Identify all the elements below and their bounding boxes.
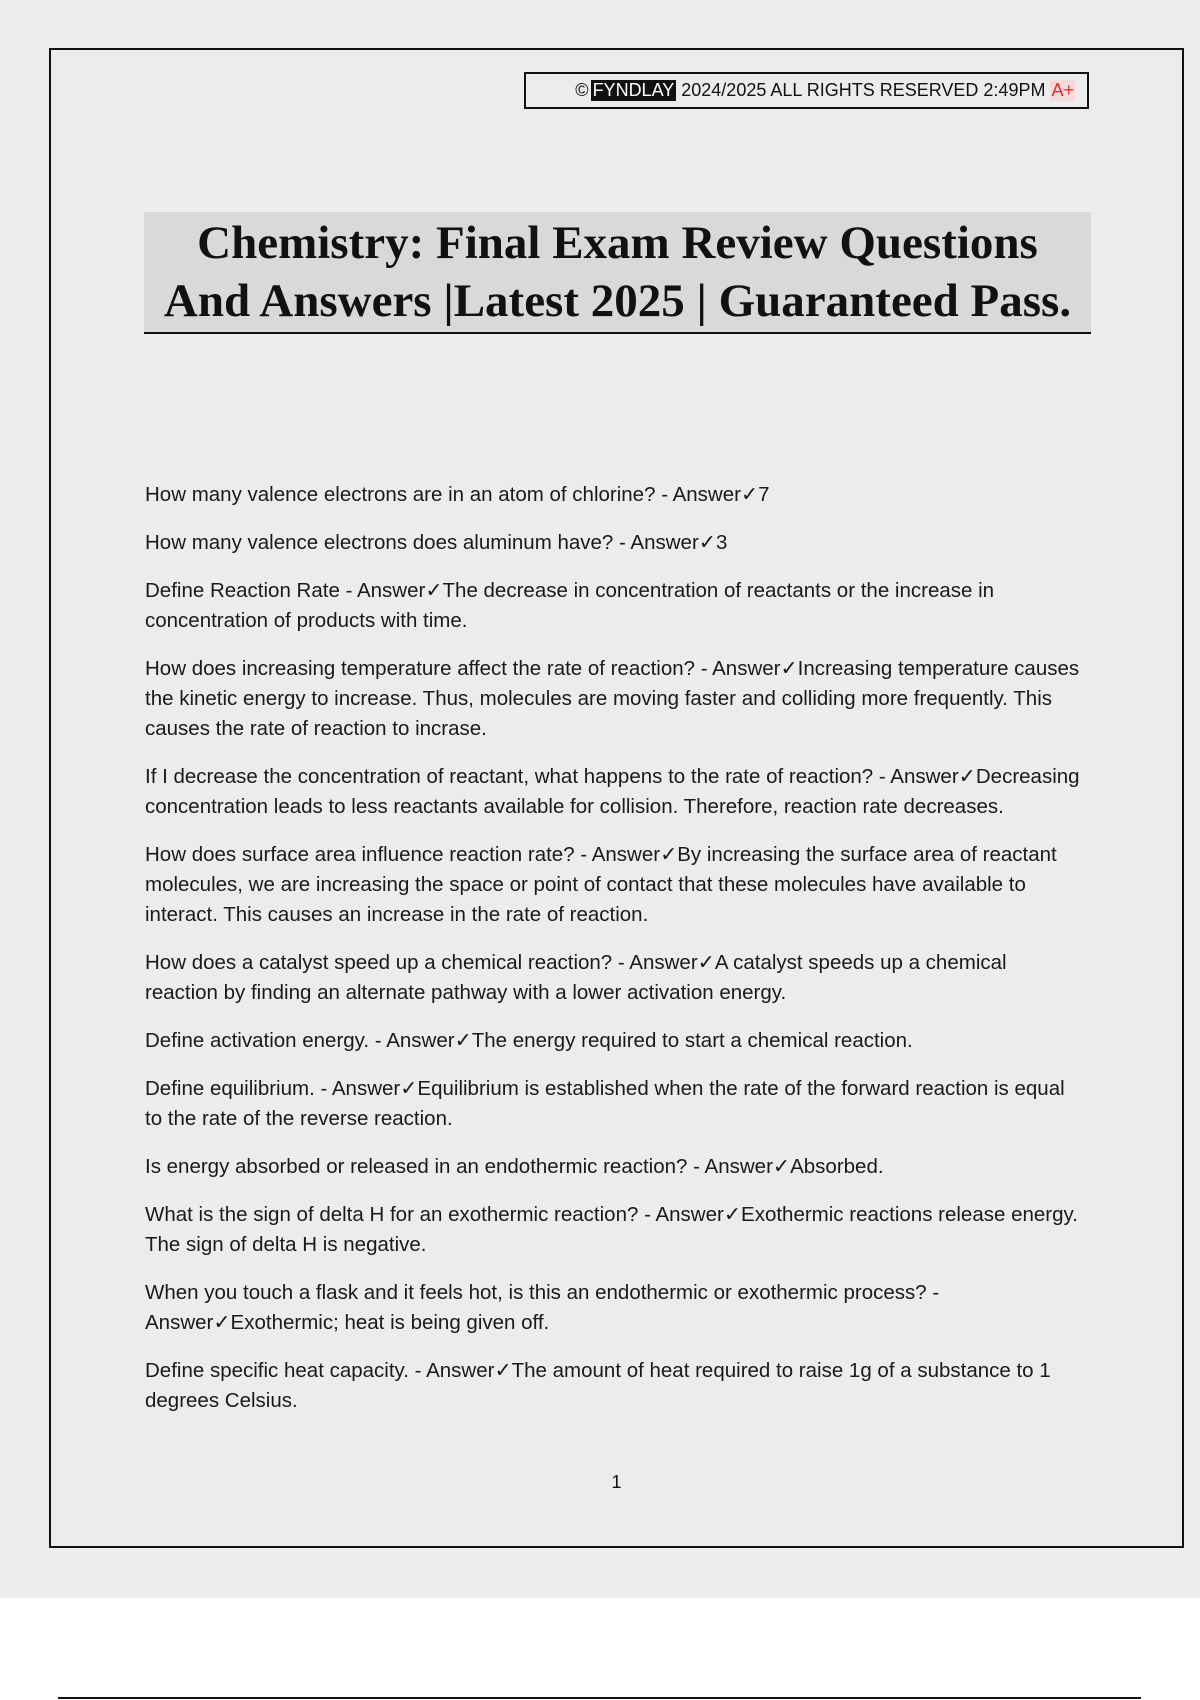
checkmark-icon: ✓ <box>213 1311 231 1334</box>
question-text: Is energy absorbed or released in an endothermic reaction? <box>145 1155 688 1178</box>
qa-list <box>145 480 1085 1434</box>
answer-label: - Answer <box>695 657 781 680</box>
question-text: How does surface area influence reaction rate? <box>145 843 575 866</box>
answer-label: - Answer <box>612 951 698 974</box>
answer-label: - Answer <box>655 483 741 506</box>
answer-label: - Answer <box>369 1029 455 1052</box>
answer-label: - Answer <box>339 579 426 602</box>
qa-item <box>145 840 1085 930</box>
answer-text: The decrease in concentration of reactants or the increase in concentration of products with time. <box>145 579 995 632</box>
answer-label: - Answer <box>408 1359 495 1382</box>
answer-label: - Answer <box>613 531 699 554</box>
answer-text: Exothermic; heat is being given off. <box>230 1311 550 1334</box>
question-text: How many valence electrons does aluminum have? <box>145 531 614 554</box>
title-line-1: Chemistry: Final Exam Review Questions <box>197 217 1038 269</box>
answer-label: - Answer <box>638 1203 724 1226</box>
answer-text: By increasing the surface area of reactant molecules, we are increasing the space or point of contact that these molecules have available to interact. This causes an increase in the rate of reaction. <box>145 843 1057 926</box>
answer-text: 7 <box>758 483 770 506</box>
answer-text: A catalyst speeds up a chemical reaction by finding an alternate pathway with a lower activation energy. <box>145 951 1007 1004</box>
qa-item <box>145 1152 1085 1182</box>
qa-item <box>145 1356 1085 1416</box>
answer-label: - Answer <box>574 843 661 866</box>
footer-divider <box>58 1697 1141 1699</box>
checkmark-icon: ✓ <box>697 951 715 974</box>
answer-text: Increasing temperature causes the kinetic energy to increase. Thus, molecules are moving faster and colliding more frequently. This causes the rate of reaction to incrase. <box>145 657 1080 740</box>
question-text: What is the sign of delta H for an exothermic reaction? <box>145 1203 639 1226</box>
checkmark-icon: ✓ <box>400 1077 418 1100</box>
header-text: 2024/2025 ALL RIGHTS RESERVED 2:49PM <box>681 80 1046 100</box>
qa-item <box>145 1200 1085 1260</box>
checkmark-icon: ✓ <box>958 765 976 788</box>
page-number: 1 <box>611 1472 622 1492</box>
question-text: Define activation energy. <box>145 1029 370 1052</box>
title-line-2: And Answers |Latest 2025 | Guaranteed Pass. <box>163 275 1072 327</box>
document-title <box>144 212 1091 334</box>
checkmark-icon: ✓ <box>494 1359 512 1382</box>
checkmark-icon: ✓ <box>740 483 759 506</box>
qa-item <box>145 948 1085 1008</box>
qa-item <box>145 1026 1085 1056</box>
answer-text: The energy required to start a chemical reaction. <box>471 1029 913 1052</box>
answer-label: - Answer <box>687 1155 773 1178</box>
answer-label: - Answer <box>145 1281 940 1334</box>
question-text: How does increasing temperature affect the rate of reaction? <box>145 657 696 680</box>
question-text: How many valence electrons are in an atom of chlorine? <box>145 483 656 506</box>
qa-item <box>145 528 1085 558</box>
answer-text: 3 <box>715 531 728 554</box>
checkmark-icon: ✓ <box>698 531 716 554</box>
grade-badge: A+ <box>1051 80 1074 100</box>
copyright-symbol: © <box>575 80 589 100</box>
question-text: Define Reaction Rate <box>145 579 340 602</box>
answer-label: - Answer <box>873 765 959 788</box>
qa-item <box>145 762 1085 822</box>
checkmark-icon: ✓ <box>772 1155 791 1178</box>
question-text: If I decrease the concentration of reactant, what happens to the rate of reaction? <box>145 765 874 788</box>
copyright-header <box>524 72 1089 109</box>
question-text: Define specific heat capacity. <box>145 1359 409 1382</box>
checkmark-icon: ✓ <box>723 1203 742 1226</box>
checkmark-icon: ✓ <box>780 657 798 680</box>
checkmark-icon: ✓ <box>660 843 678 866</box>
answer-text: Equilibrium is established when the rate of the forward reaction is equal to the rate of the reverse reaction. <box>145 1077 1065 1130</box>
question-text: Define equilibrium. <box>145 1077 315 1100</box>
answer-text: Exothermic reactions release energy. The sign of delta H is negative. <box>145 1203 1078 1256</box>
qa-item <box>145 480 1085 510</box>
question-text: How does a catalyst speed up a chemical reaction? <box>145 951 613 974</box>
answer-text: Decreasing concentration leads to less reactants available for collision. Therefore, reaction rate decreases. <box>145 765 1080 818</box>
question-text: When you touch a flask and it feels hot, is this an endothermic or exothermic process? <box>145 1281 927 1304</box>
checkmark-icon: ✓ <box>454 1029 472 1052</box>
brand-name: FYNDLAY <box>592 80 675 100</box>
answer-text: Absorbed. <box>790 1155 884 1178</box>
qa-item <box>145 1074 1085 1134</box>
qa-item <box>145 576 1085 636</box>
qa-item <box>145 1278 1085 1338</box>
checkmark-icon: ✓ <box>425 579 443 602</box>
answer-text: The amount of heat required to raise 1g of a substance to 1 degrees Celsius. <box>145 1359 1051 1412</box>
qa-item <box>145 654 1085 744</box>
answer-label: - Answer <box>314 1077 401 1100</box>
